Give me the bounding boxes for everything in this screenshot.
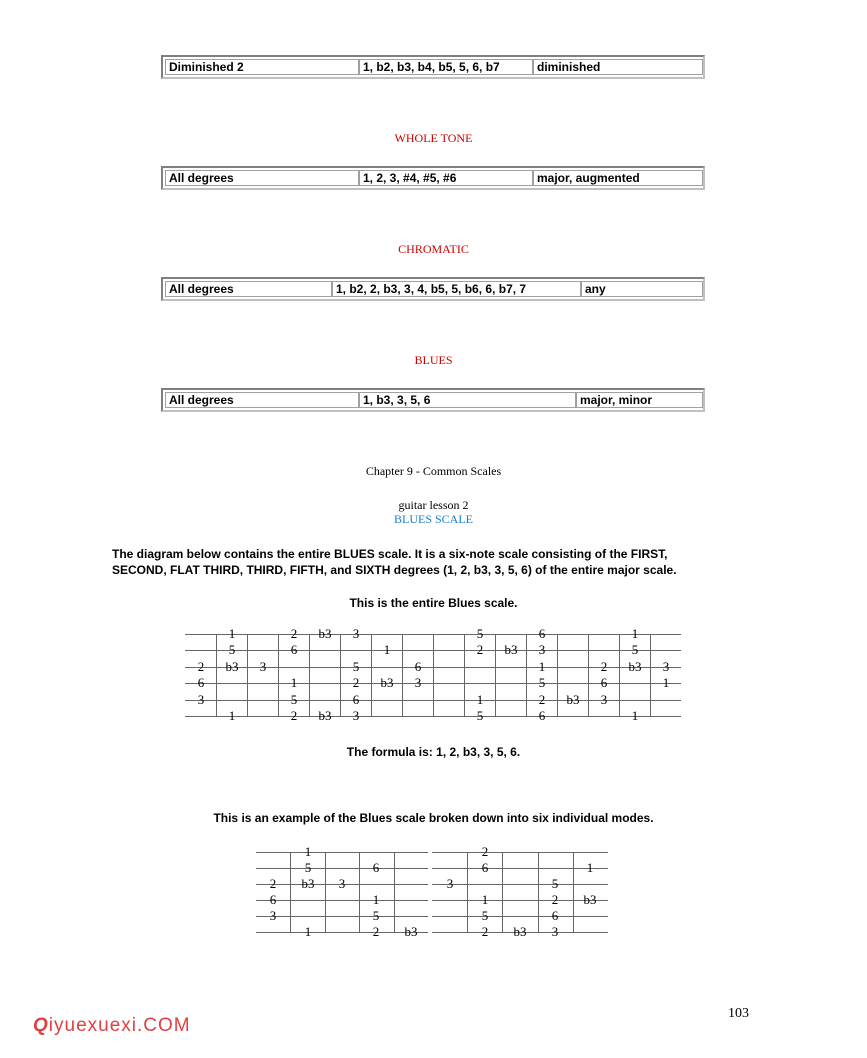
table-cell: 1, b2, b3, b4, b5, 5, 6, b7: [359, 59, 533, 75]
intro-paragraph: [112, 546, 752, 578]
fretboard-note: 6: [538, 708, 546, 723]
table-cell: diminished: [533, 59, 703, 75]
scale-table-diminished2: [161, 55, 705, 79]
fretboard-note: 1: [383, 642, 391, 657]
fretboard-note: 6: [269, 892, 277, 907]
fretboard-note: 6: [414, 659, 422, 674]
fretboard-note: 3: [414, 675, 422, 690]
fretboard-note: 1: [372, 892, 380, 907]
table-cell: major, minor: [576, 392, 703, 408]
table-cell: 1, b3, 3, 5, 6: [359, 392, 576, 408]
fretboard-note: 1: [481, 892, 489, 907]
fretboard-note: 5: [481, 908, 489, 923]
fretboard-note: b3: [318, 626, 332, 641]
modes-caption: This is an example of the Blues scale broken down into six individual modes.: [213, 811, 654, 825]
fretboard-note: 2: [197, 659, 205, 674]
fretboard-note: 2: [551, 892, 559, 907]
fretboard-note: 5: [372, 908, 380, 923]
fretboard-note: 2: [290, 708, 298, 723]
chapter-heading: Chapter 9 - Common Scales: [365, 464, 502, 478]
fretboard-fret: [502, 852, 503, 932]
fretboard-note: b3: [225, 659, 239, 674]
fretboard-fret: [309, 634, 310, 716]
fretboard-note: 6: [372, 860, 380, 875]
fretboard-note: 3: [600, 692, 608, 707]
fretboard-fret: [433, 634, 434, 716]
lesson-label: guitar lesson 2: [398, 498, 469, 512]
fretboard-note: 1: [228, 708, 236, 723]
fretboard-note: 5: [304, 860, 312, 875]
fretboard-note: 3: [352, 626, 360, 641]
fretboard-note: 1: [304, 844, 312, 859]
watermark-initial: Q: [33, 1015, 49, 1036]
fretboard-note: 6: [352, 692, 360, 707]
fretboard-note: 2: [476, 642, 484, 657]
fretboard-note: 3: [259, 659, 267, 674]
fretboard-note: 5: [290, 692, 298, 707]
fretboard-note: 6: [600, 675, 608, 690]
scale-table-whole-tone: [161, 166, 705, 190]
table-cell: Diminished 2: [165, 59, 359, 75]
fretboard-note: 3: [197, 692, 205, 707]
fretboard-note: b3: [566, 692, 580, 707]
fretboard-note: 3: [662, 659, 670, 674]
table-cell: All degrees: [165, 392, 359, 408]
fretboard-string: [185, 716, 681, 717]
fretboard-mode-2: [432, 844, 608, 939]
fretboard-note: 3: [551, 924, 559, 939]
scale-table-blues: [161, 388, 705, 412]
fretboard-note: 3: [538, 642, 546, 657]
fretboard-note: 1: [631, 626, 639, 641]
fretboard-note: 1: [476, 692, 484, 707]
fretboard-note: b3: [380, 675, 394, 690]
fretboard-note: 5: [476, 708, 484, 723]
fretboard-fret: [538, 852, 539, 932]
fretboard-mode-1: [256, 844, 428, 939]
fretboard-note: 1: [586, 860, 594, 875]
fretboard-note: 2: [481, 844, 489, 859]
fretboard-note: 5: [352, 659, 360, 674]
lesson-title: BLUES SCALE: [393, 512, 473, 526]
formula-text: The formula is: 1, 2, b3, 3, 5, 6.: [346, 745, 521, 759]
fretboard-note: b3: [301, 876, 315, 891]
table-cell: any: [581, 281, 703, 297]
fretboard-fret: [394, 852, 395, 932]
section-heading-blues: BLUES: [414, 353, 453, 367]
fretboard-note: b3: [504, 642, 518, 657]
intro-line: SECOND, FLAT THIRD, THIRD, FIFTH, and SIXTH degrees (1, 2, b3, 3, 5, 6) of the entire major scale.: [112, 563, 677, 577]
table-cell: major, augmented: [533, 170, 703, 186]
fretboard-note: 5: [538, 675, 546, 690]
fretboard-note: 2: [290, 626, 298, 641]
fretboard-note: 2: [269, 876, 277, 891]
fretboard-note: b3: [628, 659, 642, 674]
fretboard-note: b3: [318, 708, 332, 723]
fretboard-note: 1: [290, 675, 298, 690]
fretboard-string: [432, 852, 608, 853]
table-cell: 1, 2, 3, #4, #5, #6: [359, 170, 533, 186]
fretboard-full-blues-scale: [185, 626, 681, 723]
fretboard-note: 2: [352, 675, 360, 690]
page-number: 103: [728, 1006, 749, 1021]
fretboard-note: 1: [228, 626, 236, 641]
fretboard-note: 6: [551, 908, 559, 923]
table-cell: All degrees: [165, 170, 359, 186]
fretboard-note: 5: [631, 642, 639, 657]
fretboard-string: [256, 852, 428, 853]
fretboard-fret: [467, 852, 468, 932]
fretboard-string: [256, 868, 428, 869]
fretboard-note: 5: [476, 626, 484, 641]
fretboard-note: 3: [352, 708, 360, 723]
fretboard-fret: [402, 634, 403, 716]
scale-table-chromatic: [161, 277, 705, 301]
fretboard-note: b3: [404, 924, 418, 939]
intro-line: The diagram below contains the entire BLUES scale. It is a six-note scale consisting of the FIRST,: [112, 547, 668, 561]
entire-scale-caption: This is the entire Blues scale.: [349, 596, 518, 610]
fretboard-string: [432, 916, 608, 917]
fretboard-note: 6: [290, 642, 298, 657]
fretboard-note: b3: [583, 892, 597, 907]
fretboard-fret: [290, 852, 291, 932]
section-heading-chromatic: CHROMATIC: [398, 242, 469, 256]
fretboard-note: 6: [481, 860, 489, 875]
fretboard-note: 6: [197, 675, 205, 690]
fretboard-note: 3: [269, 908, 277, 923]
table-cell: All degrees: [165, 281, 332, 297]
fretboard-note: 1: [538, 659, 546, 674]
fretboard-note: 5: [551, 876, 559, 891]
fretboard-fret: [650, 634, 651, 716]
table-cell: 1, b2, 2, b3, 3, 4, b5, 5, b6, 6, b7, 7: [332, 281, 581, 297]
section-heading-whole-tone: WHOLE TONE: [394, 131, 473, 145]
fretboard-note: 1: [662, 675, 670, 690]
fretboard-fret: [359, 852, 360, 932]
fretboard-note: 3: [446, 876, 454, 891]
fretboard-note: 2: [600, 659, 608, 674]
fretboard-note: 6: [538, 626, 546, 641]
fretboard-fret: [247, 634, 248, 716]
fretboard-note: 3: [338, 876, 346, 891]
fretboard-note: 1: [631, 708, 639, 723]
fretboard-note: 5: [228, 642, 236, 657]
watermark-text: iyuexuexi.COM: [48, 1015, 191, 1036]
fretboard-note: b3: [513, 924, 527, 939]
fretboard-note: 2: [538, 692, 546, 707]
fretboard-fret: [325, 852, 326, 932]
fretboard-fret: [573, 852, 574, 932]
watermark-logo: [33, 1015, 191, 1037]
fretboard-note: 2: [372, 924, 380, 939]
fretboard-note: 1: [304, 924, 312, 939]
fretboard-note: 2: [481, 924, 489, 939]
